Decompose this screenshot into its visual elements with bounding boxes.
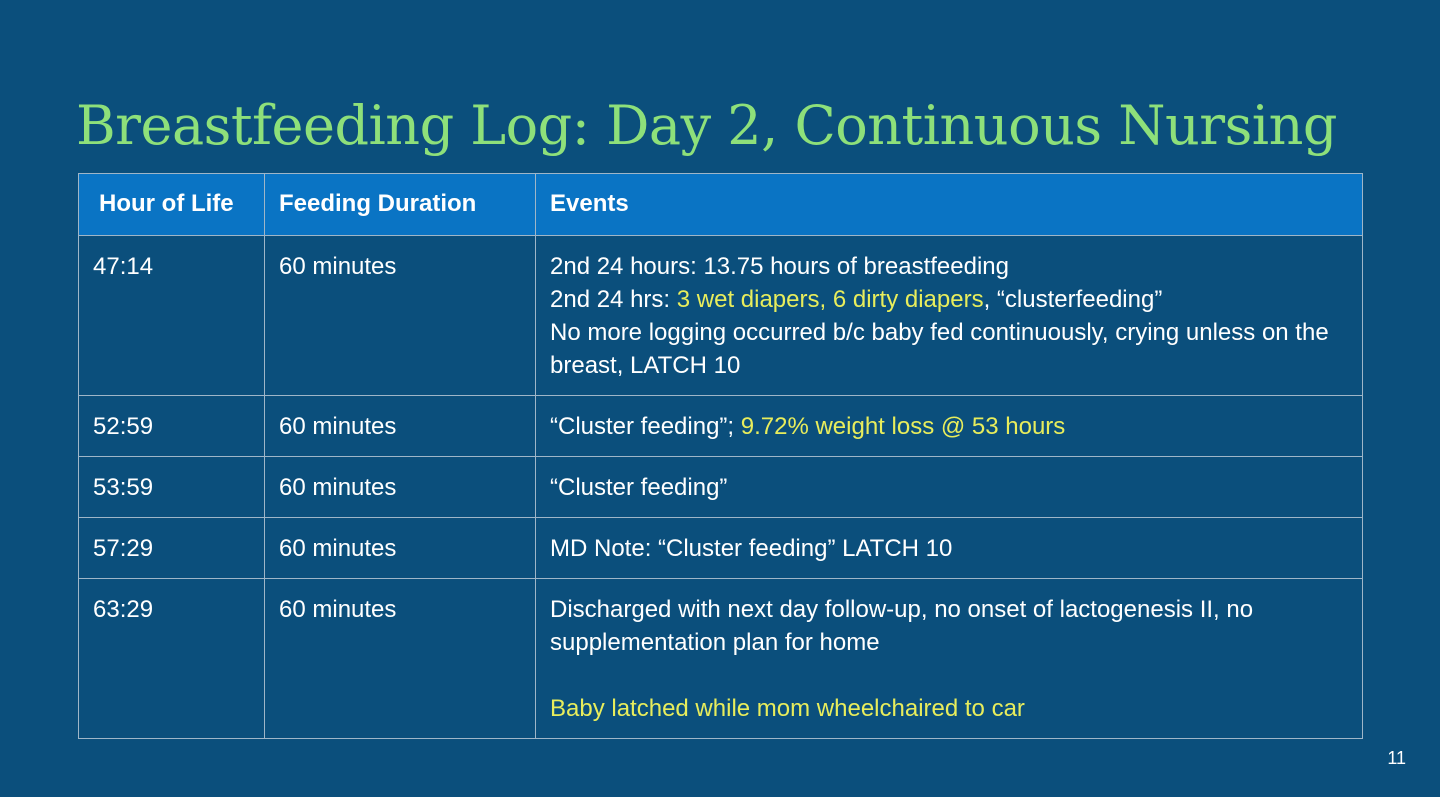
table-row: [79, 457, 1363, 518]
header-feeding-duration: Feeding Duration: [265, 174, 536, 236]
header-hour-of-life: Hour of Life: [79, 174, 265, 236]
table-row: [79, 579, 1363, 739]
duration-cell: 60 minutes: [265, 396, 536, 457]
events-cell: “Cluster feeding”: [536, 457, 1363, 518]
events-text: Discharged with next day follow-up, no onset of lactogenesis II, no supplementation plan for home: [550, 596, 1254, 656]
events-text: 2nd 24 hours: 13.75 hours of breastfeeding: [550, 253, 1009, 280]
hour-cell: 63:29: [79, 579, 265, 739]
duration-cell: 60 minutes: [265, 236, 536, 396]
duration-cell: 60 minutes: [265, 518, 536, 579]
page-number: 11: [1387, 748, 1406, 768]
events-spacer: [550, 659, 1348, 692]
events-highlight: 3 wet diapers, 6 dirty diapers: [676, 286, 984, 313]
events-text: “Cluster feeding”;: [550, 413, 741, 440]
events-text: 2nd 24 hrs:: [550, 286, 677, 313]
table-header-row: [79, 174, 1363, 236]
slide-title: Breastfeeding Log: Day 2, Continuous Nursing: [76, 94, 1337, 157]
events-cell: [536, 579, 1363, 739]
table-row: [79, 518, 1363, 579]
events-highlight: 9.72% weight loss @ 53 hours: [740, 413, 1066, 440]
events-highlight: Baby latched while mom wheelchaired to car: [550, 695, 1025, 722]
table-row: [79, 236, 1363, 396]
events-cell: MD Note: “Cluster feeding” LATCH 10: [536, 518, 1363, 579]
hour-cell: 53:59: [79, 457, 265, 518]
duration-cell: 60 minutes: [265, 579, 536, 739]
hour-cell: 47:14: [79, 236, 265, 396]
events-cell: [536, 396, 1363, 457]
table-row: [79, 396, 1363, 457]
duration-cell: 60 minutes: [265, 457, 536, 518]
events-cell: [536, 236, 1363, 396]
hour-cell: 57:29: [79, 518, 265, 579]
events-text: , “clusterfeeding”: [983, 286, 1163, 313]
hour-cell: 52:59: [79, 396, 265, 457]
events-line: [550, 283, 1348, 316]
breastfeeding-log-table: [78, 173, 1363, 739]
events-text: No more logging occurred b/c baby fed continuously, crying unless on the breast, LATCH 10: [550, 319, 1329, 379]
header-events: Events: [536, 174, 1363, 236]
